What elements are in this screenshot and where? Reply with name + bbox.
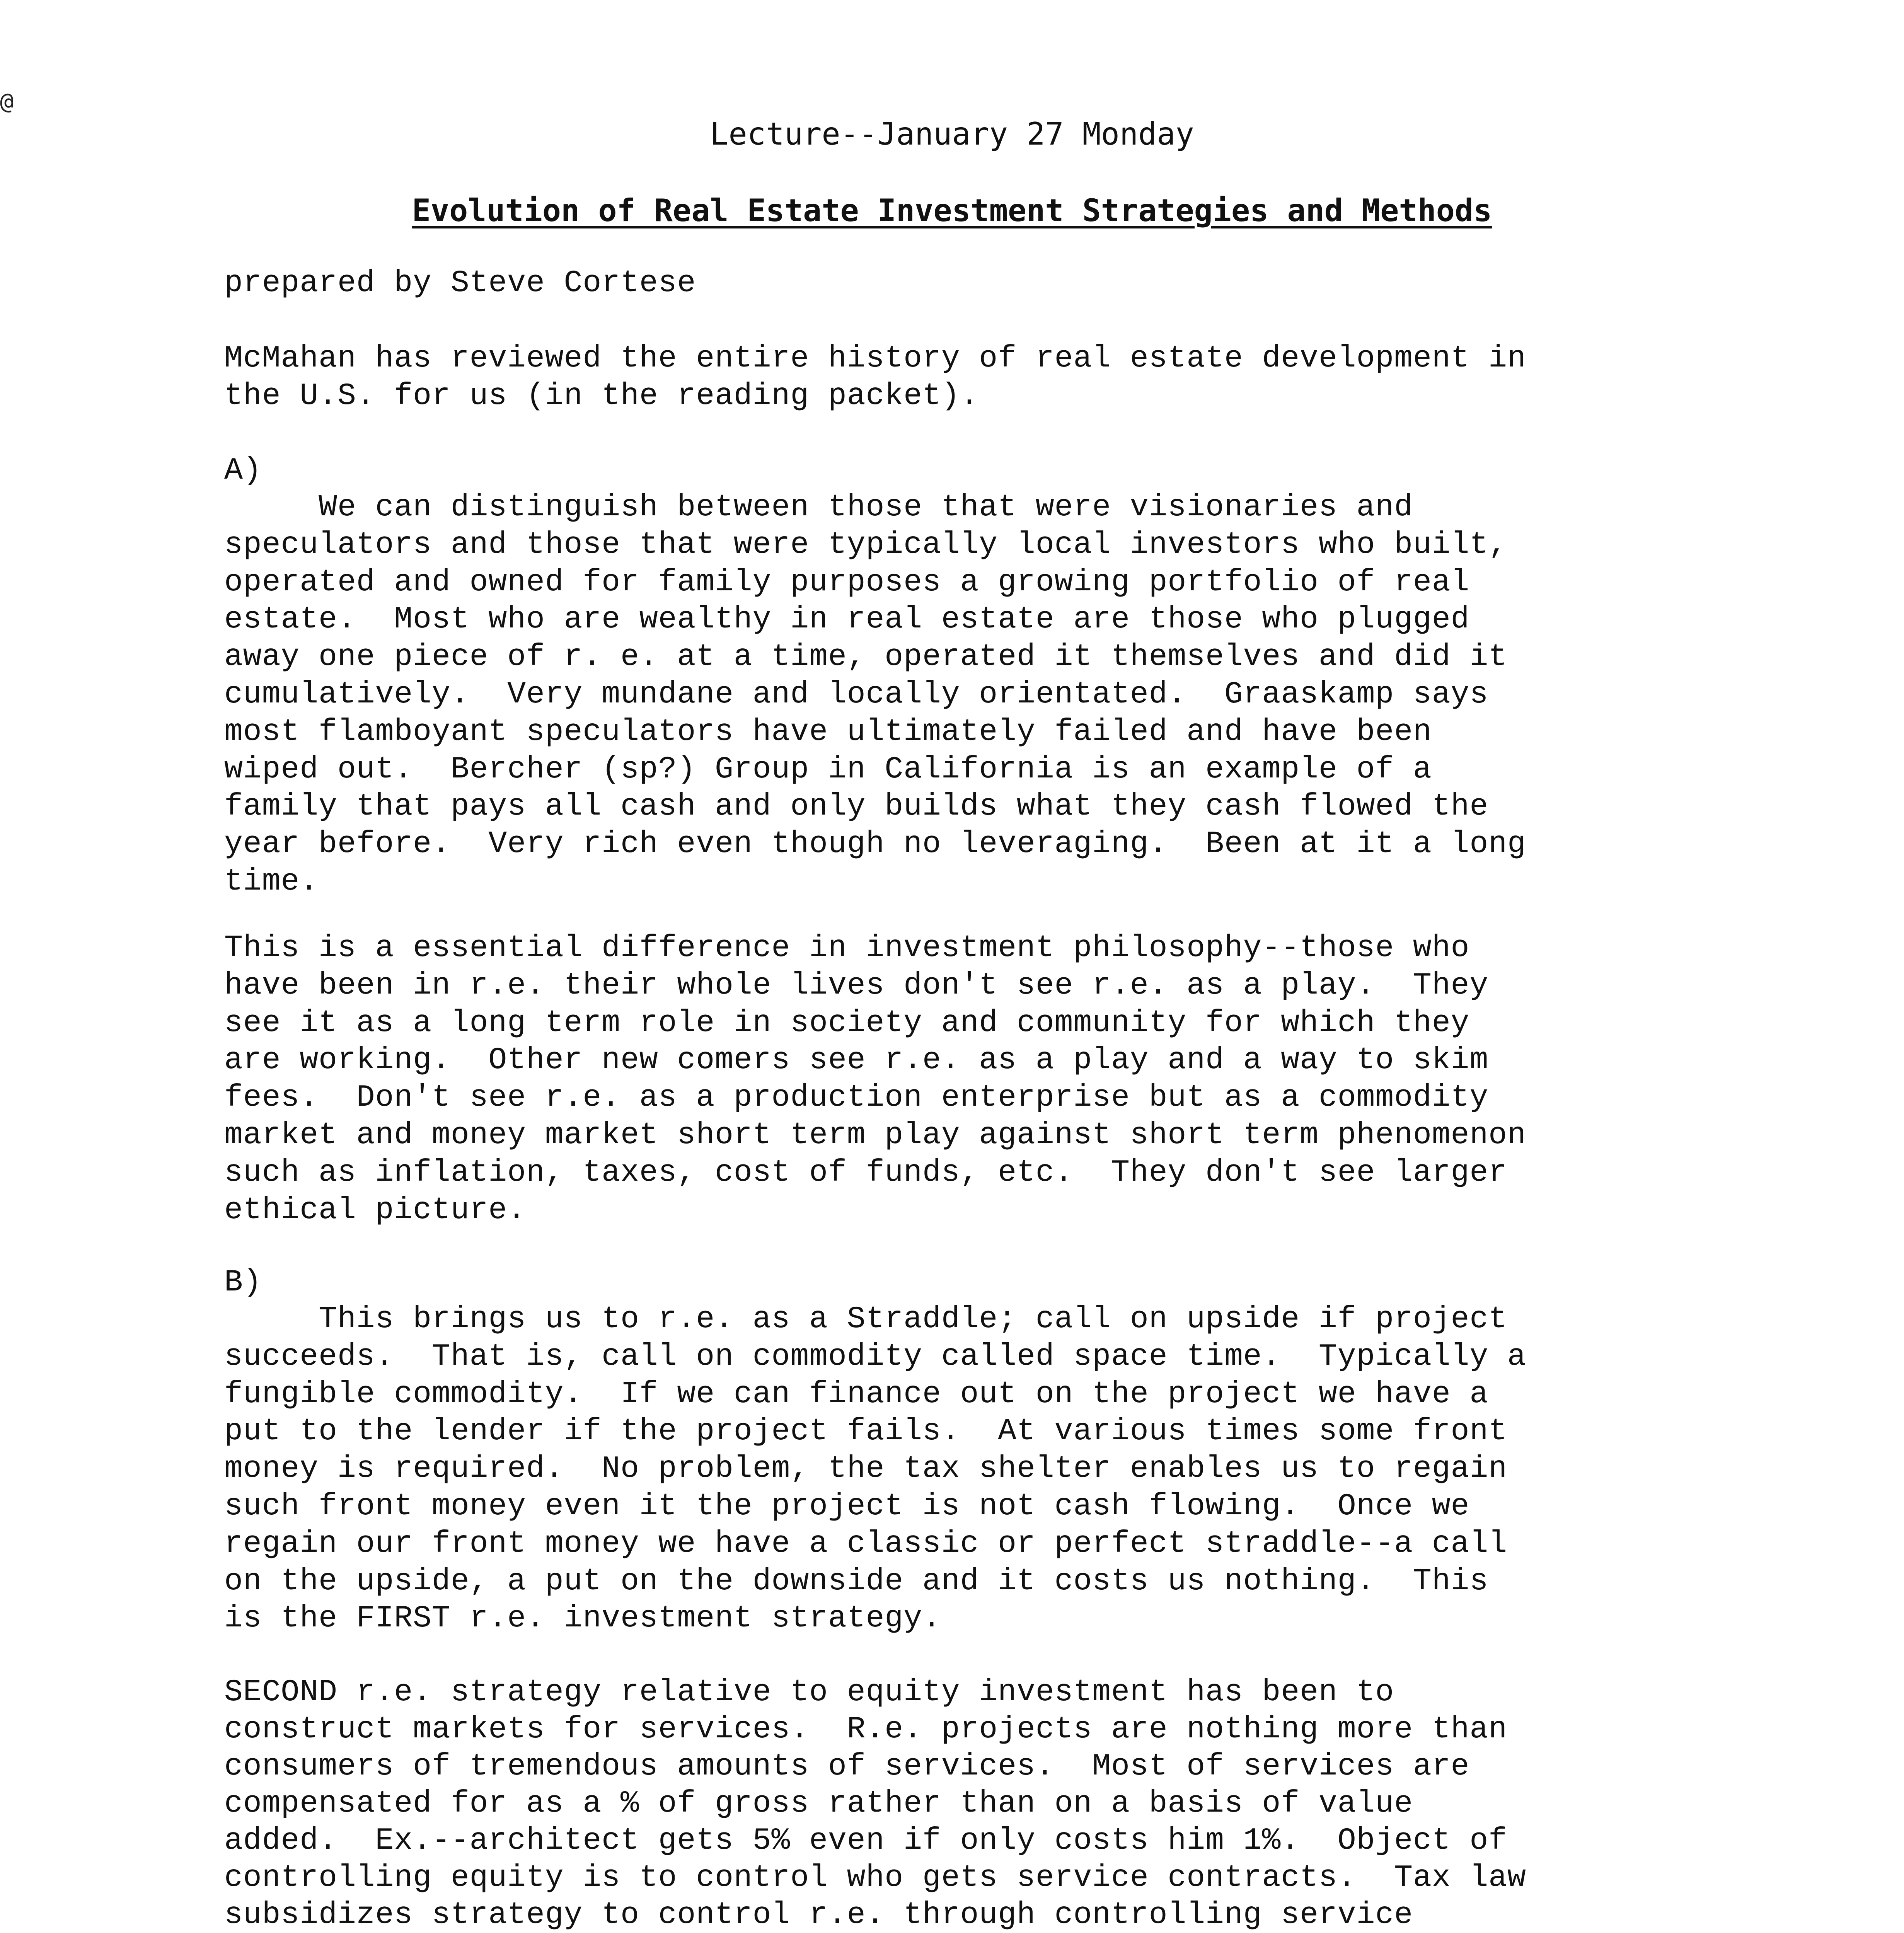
document-title: Evolution of Real Estate Investment Strategies and Methods (412, 193, 1492, 228)
section-b-paragraph-1: This brings us to r.e. as a Straddle; call on upside if project succeeds. That is, call on commodity called space time. Typically a fungible commodity. If we can finance out on the project we have a put to the lender if the project fails. At various times some front money is required. No problem, the tax shelter enables us to regain such front money even it the project is not cash flowing. Once we regain our front money we have a classic or perfect straddle--a call on the upside, a put on the downside and it costs us nothing. This is the FIRST r.e. investment strategy. (224, 1302, 1526, 1636)
author-line: prepared by Steve Cortese (224, 266, 696, 301)
margin-mark: @ (0, 88, 14, 114)
section-a-paragraph-2: This is a essential difference in investment philosophy--those who have been in r.e. their whole lives don't see r.e. as a play. They see it as a long term role in society and community for which they are working. Other new comers see r.e. as a play and a way to skim fees. Don't see r.e. as a production enterprise but as a commodity market and money market short term play against short term phenomenon such as inflation, taxes, cost of funds, etc. They don't see larger ethical picture. (224, 931, 1526, 1228)
intro-paragraph: McMahan has reviewed the entire history of real estate development in the U.S. for us (in the reading packet). (224, 341, 1526, 414)
lecture-header: Lecture--January 27 Monday (710, 116, 1194, 152)
section-a-paragraph-1: We can distinguish between those that were visionaries and speculators and those that were typically local investors who built, operated and owned for family purposes a growing portfolio of real estate. Most who are wealthy in real estate are those who plugged away one piece of r. e. at a time, operated it themselves and did it cumulatively. Very mundane and locally orientated. Graaskamp says most flamboyant speculators have ultimately failed and have been wiped out. Bercher (sp?) Group in California is an example of a family that pays all cash and only builds what they cash flowed the year before. Very rich even though no leveraging. Been at it a long time. (224, 490, 1526, 899)
section-a-label: A) (224, 453, 262, 488)
section-b-paragraph-2: SECOND r.e. strategy relative to equity investment has been to construct markets for services. R.e. projects are nothing more than consumers of tremendous amounts of services. Most of services are compensated for as a % of gross rather than on a basis of value added. Ex.--architect gets 5% even if only costs him 1%. Object of controlling equity is to control who gets service contracts. Tax law subsidizes strategy to control r.e. through controlling service (224, 1675, 1526, 1933)
section-b-label: B) (224, 1265, 262, 1300)
